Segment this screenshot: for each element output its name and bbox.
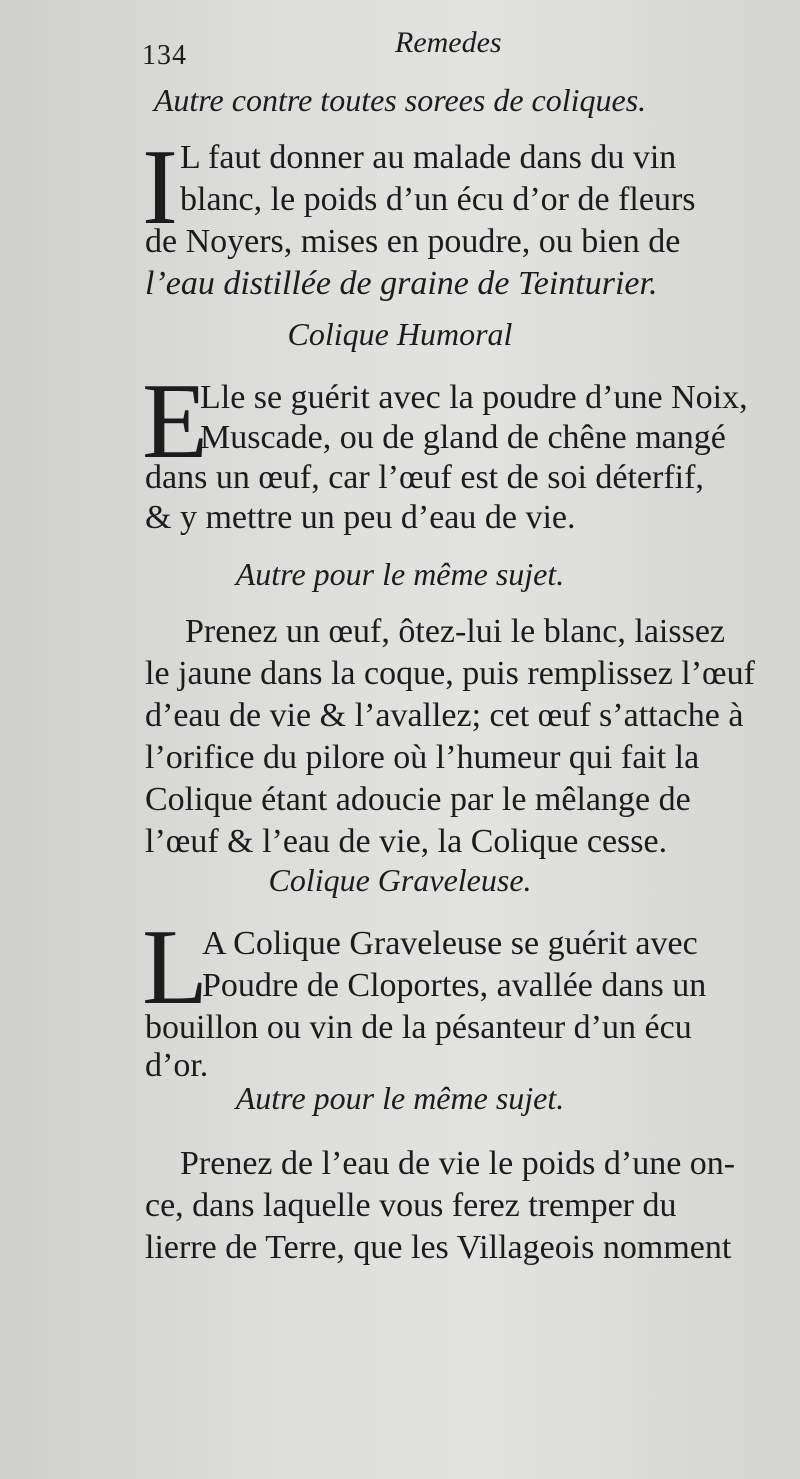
- text-line: Prenez de l’eau de vie le poids d’une on-: [180, 1145, 736, 1182]
- text-line: bouillon ou vin de la pésanteur d’un écu: [145, 1009, 692, 1046]
- text-line: Lle se guérit avec la poudre d’une Noix,: [200, 379, 748, 416]
- text-line: lierre de Terre, que les Villageois nomment: [145, 1229, 732, 1266]
- text-line: blanc, le poids d’un écu d’or de fleurs: [180, 181, 696, 218]
- section-title: Colique Graveleuse.: [268, 862, 532, 898]
- text-line: L faut donner au malade dans du vin: [180, 139, 677, 176]
- text-line: l’orifice du pilore où l’humeur qui fait la: [145, 739, 700, 776]
- drop-cap: L: [142, 908, 208, 1027]
- text-line: l’œuf & l’eau de vie, la Colique cesse.: [145, 823, 668, 860]
- text-line: ce, dans laquelle vous ferez tremper du: [145, 1187, 677, 1224]
- text-line: d’or.: [145, 1047, 209, 1084]
- text-line: Muscade, ou de gland de chêne mangé: [200, 419, 726, 456]
- text-line: A Colique Graveleuse se guérit avec: [202, 925, 698, 962]
- text-line: de Noyers, mises en poudre, ou bien de: [145, 223, 681, 260]
- text-line: le jaune dans la coque, puis remplissez l’œuf: [145, 655, 755, 692]
- text-line: l’eau distillée de graine de Teinturier.: [145, 265, 658, 302]
- page-number: 134: [142, 40, 187, 71]
- text-line: dans un œuf, car l’œuf est de soi déterfif,: [145, 459, 704, 496]
- section-title: Autre contre toutes sorees de coliques.: [153, 82, 647, 118]
- text-line: & y mettre un peu d’eau de vie.: [145, 499, 576, 536]
- drop-cap: I: [142, 128, 178, 247]
- drop-cap: E: [142, 362, 208, 481]
- section-title: Colique Humoral: [287, 316, 513, 352]
- text-line: Prenez un œuf, ôtez-lui le blanc, laissez: [185, 613, 726, 650]
- text-line: Colique étant adoucie par le mêlange de: [145, 781, 691, 818]
- text-line: Poudre de Cloportes, avallée dans un: [202, 967, 707, 1004]
- running-head: Remedes: [395, 26, 502, 59]
- section-title: Autre pour le même sujet.: [235, 1080, 565, 1116]
- section-title: Autre pour le même sujet.: [235, 556, 565, 592]
- text-line: d’eau de vie & l’avallez; cet œuf s’attache à: [145, 697, 744, 734]
